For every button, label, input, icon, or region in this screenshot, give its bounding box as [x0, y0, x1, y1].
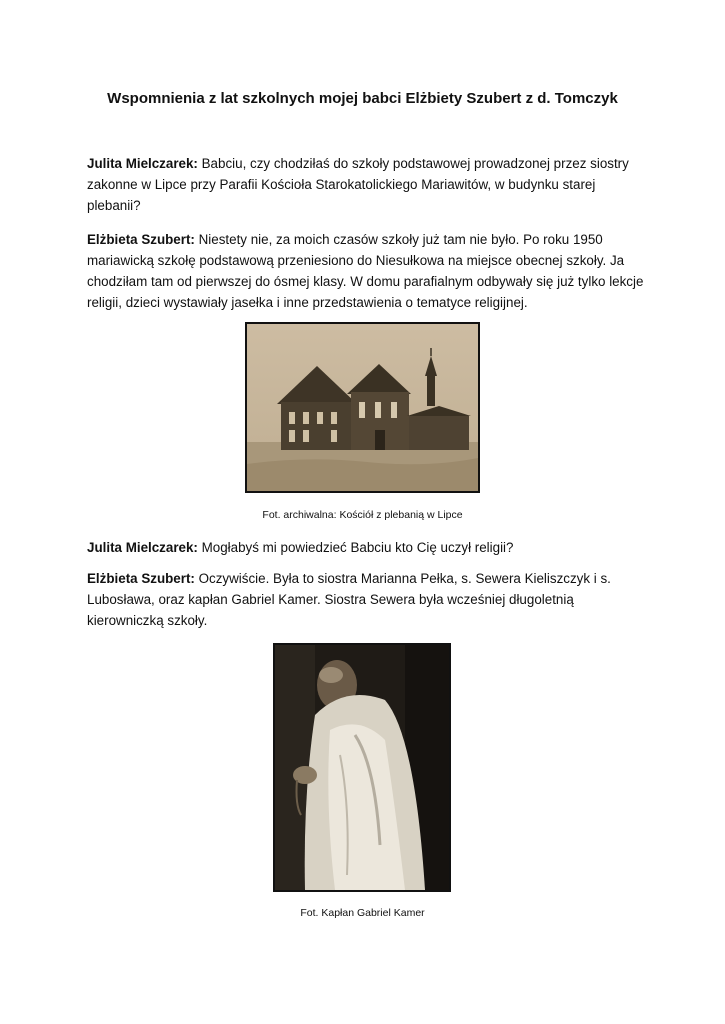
priest-photo [273, 643, 451, 892]
photo-caption: Fot. Kapłan Gabriel Kamer [300, 907, 425, 919]
paragraph-text: Oczywiście. Była to siostra Marianna Pełka, s. Sewera Kieliszczyk i s. Lubosława, oraz kapłan Gabriel Kamer. Siostra Sewera była wcześniej długoletnią kierowniczką szkoły. [87, 571, 611, 628]
church-illustration [247, 324, 478, 491]
speaker-label: Elżbieta Szubert: [87, 232, 195, 247]
paragraph-text: Niestety nie, za moich czasów szkoły już tam nie było. Po roku 1950 mariawicką szkołę podstawową przeniesiono do Niesułkowa na miejsce obecnej szkoły. Ja chodziłam tam od pierwszej do ósmej klasy. W domu parafialnym odbywały się już tylko lekcje religii, dzieci wystawiały jasełka i inne przedstawienia o tematyce religijnej. [87, 232, 644, 310]
paragraph-answer-2 [87, 568, 647, 631]
paragraph-question-2 [87, 537, 647, 558]
paragraph-text: Babciu, czy chodziłaś do szkoły podstawowej prowadzonej przez siostry zakonne w Lipce przy Parafii Kościoła Starokatolickiego Mariawitów, w budynku starej plebanii? [87, 156, 629, 213]
speaker-label: Julita Mielczarek: [87, 540, 198, 555]
church-photo [245, 322, 480, 493]
document-title: Wspomnienia z lat szkolnych mojej babci Elżbiety Szubert z d. Tomczyk [107, 90, 618, 107]
photo-caption: Fot. archiwalna: Kościół z plebanią w Lipce [262, 509, 463, 521]
paragraph-text: Mogłabyś mi powiedzieć Babciu kto Cię uczył religii? [197, 540, 514, 555]
speaker-label: Elżbieta Szubert: [87, 571, 195, 586]
priest-illustration [275, 645, 449, 890]
paragraph-question-1 [87, 153, 647, 216]
paragraph-answer-1 [87, 229, 647, 313]
speaker-label: Julita Mielczarek: [87, 156, 198, 171]
